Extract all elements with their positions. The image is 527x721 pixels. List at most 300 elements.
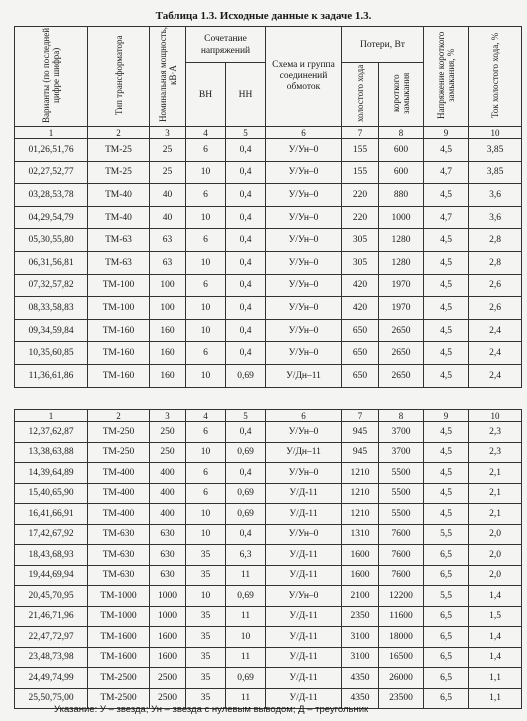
table-cell: 1600: [342, 565, 379, 586]
table-cell: У/Д-11: [266, 668, 342, 689]
table-cell: 0,4: [226, 251, 266, 274]
table-cell: 10: [226, 627, 266, 648]
table-cell: 6: [186, 483, 226, 504]
table-cell: 4,5: [424, 342, 469, 365]
table-cell: ТМ-250: [88, 442, 150, 463]
table-cell: 3700: [379, 442, 424, 463]
table-cell: 0,69: [226, 364, 266, 387]
table-cell: 1210: [342, 463, 379, 484]
table-cell: 2350: [342, 606, 379, 627]
table-cell: ТМ-100: [88, 297, 150, 320]
table-cell: У/Ун–0: [266, 319, 342, 342]
table-cell: 15,40,65,90: [15, 483, 88, 504]
header-losses: Потери, Вт: [342, 27, 424, 63]
header-short-loss: короткого замыкания: [379, 63, 424, 127]
table-cell: 945: [342, 422, 379, 443]
table-cell: ТМ-400: [88, 483, 150, 504]
table-cell: ТМ-160: [88, 364, 150, 387]
table-cell: 0,4: [226, 274, 266, 297]
table-cell: 1310: [342, 524, 379, 545]
table-cell: У/Д-11: [266, 647, 342, 668]
table-cell: 2,1: [469, 483, 522, 504]
table-cell: ТМ-40: [88, 184, 150, 207]
table-cell: 05,30,55,80: [15, 229, 88, 252]
table-cell: У/Д-11: [266, 565, 342, 586]
table-cell: 4,5: [424, 364, 469, 387]
table-cell: 3,85: [469, 139, 522, 162]
table-cell: 11: [226, 647, 266, 668]
column-number: 1: [15, 127, 88, 139]
table-cell: 6: [186, 229, 226, 252]
footnote: Указание: У – звезда; Ун – звезда с нулевым выводом; Д – треугольник: [54, 704, 369, 715]
table-cell: 1210: [342, 504, 379, 525]
table-cell: У/Ун–0: [266, 297, 342, 320]
table-cell: 35: [186, 565, 226, 586]
table-cell: 0,69: [226, 483, 266, 504]
table-cell: ТМ-1000: [88, 586, 150, 607]
table-cell: 0,4: [226, 161, 266, 184]
table-cell: 0,4: [226, 139, 266, 162]
table-cell: 0,69: [226, 504, 266, 525]
table-cell: ТМ-25: [88, 139, 150, 162]
table-cell: 100: [150, 274, 186, 297]
table-row: [15, 463, 522, 484]
column-number: 4: [186, 410, 226, 422]
table-cell: 400: [150, 483, 186, 504]
column-number: 7: [342, 127, 379, 139]
table-cell: У/Д-11: [266, 483, 342, 504]
header-power: Номинальная мощность, кВ·А: [150, 27, 186, 127]
table-cell: 0,4: [226, 524, 266, 545]
table-cell: 2,8: [469, 251, 522, 274]
table-cell: 2650: [379, 319, 424, 342]
table-cell: 11600: [379, 606, 424, 627]
table-title: Таблица 1.3. Исходные данные к задаче 1.3.: [155, 10, 372, 22]
table-cell: 4,7: [424, 161, 469, 184]
table-cell: 5,5: [424, 524, 469, 545]
table-cell: 2,3: [469, 422, 522, 443]
table-cell: 160: [150, 342, 186, 365]
table-row: [15, 647, 522, 668]
table-cell: ТМ-630: [88, 565, 150, 586]
table-cell: У/Дн–11: [266, 442, 342, 463]
table-cell: 5500: [379, 504, 424, 525]
table-cell: 1970: [379, 274, 424, 297]
column-number: 9: [424, 410, 469, 422]
table-cell: 7600: [379, 524, 424, 545]
table-cell: 6,5: [424, 606, 469, 627]
table-cell: 25: [150, 139, 186, 162]
table-cell: ТМ-63: [88, 229, 150, 252]
column-number: 3: [150, 410, 186, 422]
table-cell: У/Ун–0: [266, 274, 342, 297]
table-cell: У/Дн–11: [266, 364, 342, 387]
table-cell: 880: [379, 184, 424, 207]
table-cell: 3700: [379, 422, 424, 443]
table-cell: 4,5: [424, 229, 469, 252]
table-cell: 1,1: [469, 668, 522, 689]
table-cell: 22,47,72,97: [15, 627, 88, 648]
table-cell: 2,1: [469, 463, 522, 484]
table-cell: 10: [186, 504, 226, 525]
table-cell: 250: [150, 442, 186, 463]
table-cell: 3100: [342, 627, 379, 648]
table-cell: 650: [342, 364, 379, 387]
table-row: [15, 139, 522, 162]
table-cell: 01,26,51,76: [15, 139, 88, 162]
table-cell: 400: [150, 504, 186, 525]
table-cell: 10,35,60,85: [15, 342, 88, 365]
table-cell: 10: [186, 161, 226, 184]
table-cell: 305: [342, 229, 379, 252]
table-cell: У/Д-11: [266, 688, 342, 709]
table-cell: 6,3: [226, 545, 266, 566]
table-cell: 5500: [379, 483, 424, 504]
table-cell: ТМ-400: [88, 504, 150, 525]
table-cell: 420: [342, 297, 379, 320]
table-cell: 24,49,74,99: [15, 668, 88, 689]
table-cell: 1210: [342, 483, 379, 504]
table-cell: У/Ун–0: [266, 139, 342, 162]
table-cell: У/Ун–0: [266, 586, 342, 607]
table-cell: 09,34,59,84: [15, 319, 88, 342]
table-cell: У/Ун–0: [266, 229, 342, 252]
data-table-part-1: [14, 26, 522, 388]
table-cell: 03,28,53,78: [15, 184, 88, 207]
table-cell: 5500: [379, 463, 424, 484]
table-cell: 0,4: [226, 229, 266, 252]
table-cell: 6: [186, 274, 226, 297]
table-row: [15, 606, 522, 627]
table-cell: 630: [150, 524, 186, 545]
table-row: [15, 627, 522, 648]
table-cell: У/Ун–0: [266, 524, 342, 545]
table-cell: 0,69: [226, 668, 266, 689]
table-cell: 18000: [379, 627, 424, 648]
table-row: [15, 586, 522, 607]
table-cell: 1600: [150, 647, 186, 668]
table-row: [15, 565, 522, 586]
table-cell: 4,5: [424, 422, 469, 443]
table-cell: 12,37,62,87: [15, 422, 88, 443]
table-cell: 11: [226, 565, 266, 586]
table-cell: 35: [186, 627, 226, 648]
table-cell: 17,42,67,92: [15, 524, 88, 545]
table-cell: 1,5: [469, 606, 522, 627]
table-cell: 2650: [379, 364, 424, 387]
table-cell: 155: [342, 161, 379, 184]
table-cell: ТМ-1600: [88, 627, 150, 648]
table-cell: 650: [342, 342, 379, 365]
table-cell: 10: [186, 524, 226, 545]
table-row: [15, 251, 522, 274]
table-cell: 1000: [379, 206, 424, 229]
column-number: 9: [424, 127, 469, 139]
table-cell: 19,44,69,94: [15, 565, 88, 586]
table-cell: 14,39,64,89: [15, 463, 88, 484]
table-cell: 1,1: [469, 688, 522, 709]
table-cell: 600: [379, 139, 424, 162]
table-cell: 2,4: [469, 342, 522, 365]
column-number: 2: [88, 127, 150, 139]
table-row: [15, 442, 522, 463]
column-number: 10: [469, 127, 522, 139]
table-cell: ТМ-2500: [88, 668, 150, 689]
table-cell: 07,32,57,82: [15, 274, 88, 297]
table-cell: 7600: [379, 545, 424, 566]
table-cell: 40: [150, 206, 186, 229]
table-cell: 2100: [342, 586, 379, 607]
table-cell: 400: [150, 463, 186, 484]
table-cell: 20,45,70,95: [15, 586, 88, 607]
table-cell: 26000: [379, 668, 424, 689]
table-cell: 630: [150, 565, 186, 586]
table-cell: 4,5: [424, 297, 469, 320]
table-cell: 0,69: [226, 442, 266, 463]
table-cell: 1600: [342, 545, 379, 566]
table-cell: 2500: [150, 668, 186, 689]
table-cell: 6: [186, 139, 226, 162]
table-cell: 6,5: [424, 565, 469, 586]
table-cell: 4,5: [424, 504, 469, 525]
table-cell: 220: [342, 206, 379, 229]
table-cell: 1000: [150, 606, 186, 627]
table-cell: У/Ун–0: [266, 342, 342, 365]
header-lv: НН: [226, 63, 266, 127]
table-cell: 12200: [379, 586, 424, 607]
table-cell: 0,4: [226, 422, 266, 443]
table-cell: 40: [150, 184, 186, 207]
table-cell: ТМ-1000: [88, 606, 150, 627]
table-cell: ТМ-2500: [88, 688, 150, 709]
column-numbers-row: [15, 127, 522, 139]
table-cell: 11,36,61,86: [15, 364, 88, 387]
table-cell: ТМ-100: [88, 274, 150, 297]
column-number: 8: [379, 410, 424, 422]
table-cell: 16500: [379, 647, 424, 668]
table-cell: 7600: [379, 565, 424, 586]
table-cell: ТМ-63: [88, 251, 150, 274]
header-hv: ВН: [186, 63, 226, 127]
table-cell: 1280: [379, 229, 424, 252]
header-type: Тип трансформатора: [88, 27, 150, 127]
table-cell: 4,5: [424, 483, 469, 504]
table-cell: 600: [379, 161, 424, 184]
table-cell: 11: [226, 688, 266, 709]
column-number: 6: [266, 410, 342, 422]
table-cell: 3,6: [469, 206, 522, 229]
table-cell: 6: [186, 184, 226, 207]
table-cell: У/Д-11: [266, 606, 342, 627]
table-cell: ТМ-400: [88, 463, 150, 484]
table-cell: 1,4: [469, 647, 522, 668]
table-cell: У/Д-11: [266, 504, 342, 525]
table-cell: 420: [342, 274, 379, 297]
table-cell: 4,5: [424, 442, 469, 463]
table-cell: 630: [150, 545, 186, 566]
table-row: [15, 206, 522, 229]
data-table-part-2: [14, 409, 522, 709]
column-number: 4: [186, 127, 226, 139]
table-cell: 06,31,56,81: [15, 251, 88, 274]
table-cell: 10: [186, 206, 226, 229]
table-cell: 6: [186, 342, 226, 365]
table-row: [15, 483, 522, 504]
header-noload-current: Ток холостого хода, %: [469, 27, 522, 127]
table-cell: 1600: [150, 627, 186, 648]
table-row: [15, 524, 522, 545]
table-cell: ТМ-160: [88, 319, 150, 342]
column-number: 5: [226, 410, 266, 422]
table-cell: 2500: [150, 688, 186, 709]
table-cell: 2650: [379, 342, 424, 365]
column-numbers-row: [15, 410, 522, 422]
table-row: [15, 422, 522, 443]
table-cell: 1,4: [469, 627, 522, 648]
table-cell: 2,3: [469, 442, 522, 463]
table-cell: 4,5: [424, 319, 469, 342]
table-cell: 2,0: [469, 565, 522, 586]
table-cell: 2,8: [469, 229, 522, 252]
table-cell: 35: [186, 668, 226, 689]
table-cell: 945: [342, 442, 379, 463]
table-cell: ТМ-250: [88, 422, 150, 443]
header-sc-voltage: Напряжение короткого замыкания, %: [424, 27, 469, 127]
table-cell: У/Ун–0: [266, 184, 342, 207]
table-cell: 25,50,75,00: [15, 688, 88, 709]
column-number: 8: [379, 127, 424, 139]
table-cell: 2,0: [469, 524, 522, 545]
table-row: [15, 319, 522, 342]
table-row: [15, 161, 522, 184]
table-cell: 1970: [379, 297, 424, 320]
table-cell: 10: [186, 364, 226, 387]
header-noload-loss: холостого хода: [342, 63, 379, 127]
table-cell: 16,41,66,91: [15, 504, 88, 525]
table-cell: 23500: [379, 688, 424, 709]
column-number: 10: [469, 410, 522, 422]
table-cell: 1,4: [469, 586, 522, 607]
table-cell: 5,5: [424, 586, 469, 607]
table-row: [15, 342, 522, 365]
table-cell: 11: [226, 606, 266, 627]
table-cell: 21,46,71,96: [15, 606, 88, 627]
table-cell: 2,4: [469, 364, 522, 387]
table-cell: ТМ-1600: [88, 647, 150, 668]
table-cell: ТМ-630: [88, 545, 150, 566]
table-row: [15, 297, 522, 320]
table-cell: 160: [150, 364, 186, 387]
table-cell: 6: [186, 463, 226, 484]
table-cell: 3100: [342, 647, 379, 668]
table-cell: 10: [186, 442, 226, 463]
table-cell: 10: [186, 251, 226, 274]
table-cell: 35: [186, 688, 226, 709]
table-cell: 6,5: [424, 627, 469, 648]
table-cell: 6,5: [424, 688, 469, 709]
table-cell: 4350: [342, 688, 379, 709]
column-number: 5: [226, 127, 266, 139]
table-cell: ТМ-40: [88, 206, 150, 229]
table-cell: 63: [150, 251, 186, 274]
table-cell: 35: [186, 606, 226, 627]
header-voltages: Сочетание напряжений: [186, 27, 266, 63]
table-cell: У/Д-11: [266, 545, 342, 566]
table-cell: 04,29,54,79: [15, 206, 88, 229]
table-cell: 2,4: [469, 319, 522, 342]
table-cell: 220: [342, 184, 379, 207]
table-cell: ТМ-630: [88, 524, 150, 545]
table-cell: 0,4: [226, 342, 266, 365]
table-cell: 3,85: [469, 161, 522, 184]
table-cell: 250: [150, 422, 186, 443]
table-cell: 4,5: [424, 184, 469, 207]
table-cell: 10: [186, 297, 226, 320]
table-cell: 1000: [150, 586, 186, 607]
header-variants: Варианты (по последней цифре шифра): [15, 27, 88, 127]
table-cell: ТМ-25: [88, 161, 150, 184]
table-cell: 63: [150, 229, 186, 252]
table-cell: У/Ун–0: [266, 251, 342, 274]
table-cell: 35: [186, 545, 226, 566]
table-cell: 08,33,58,83: [15, 297, 88, 320]
table-cell: У/Д-11: [266, 627, 342, 648]
table-cell: 6: [186, 422, 226, 443]
table-cell: 0,4: [226, 463, 266, 484]
column-number: 6: [266, 127, 342, 139]
table-cell: 100: [150, 297, 186, 320]
table-cell: 4,5: [424, 463, 469, 484]
table-cell: 2,6: [469, 274, 522, 297]
table-cell: 2,6: [469, 297, 522, 320]
table-cell: 160: [150, 319, 186, 342]
table-cell: 0,4: [226, 319, 266, 342]
column-number: 3: [150, 127, 186, 139]
table-cell: 2,1: [469, 504, 522, 525]
table-cell: 4,7: [424, 206, 469, 229]
column-number: 2: [88, 410, 150, 422]
table-cell: 6,5: [424, 647, 469, 668]
table-cell: 305: [342, 251, 379, 274]
table-row: [15, 229, 522, 252]
table-cell: 4,5: [424, 274, 469, 297]
table-cell: 4350: [342, 668, 379, 689]
table-cell: 1280: [379, 251, 424, 274]
table-cell: У/Ун–0: [266, 422, 342, 443]
table-cell: 2,0: [469, 545, 522, 566]
table-row: [15, 364, 522, 387]
column-number: 7: [342, 410, 379, 422]
column-number: 1: [15, 410, 88, 422]
table-cell: 0,4: [226, 184, 266, 207]
table-cell: 0,4: [226, 297, 266, 320]
table-cell: 6,5: [424, 545, 469, 566]
table-cell: 4,5: [424, 251, 469, 274]
table-cell: 3,6: [469, 184, 522, 207]
table-cell: 10: [186, 319, 226, 342]
table-cell: ТМ-160: [88, 342, 150, 365]
header-scheme: Схема и группа соединений обмоток: [266, 27, 342, 127]
table-cell: У/Ун–0: [266, 463, 342, 484]
table-row: [15, 504, 522, 525]
table-cell: 10: [186, 586, 226, 607]
table-cell: 13,38,63,88: [15, 442, 88, 463]
table-cell: У/Ун–0: [266, 206, 342, 229]
table-cell: 0,4: [226, 206, 266, 229]
table-cell: 02,27,52,77: [15, 161, 88, 184]
table-cell: 4,5: [424, 139, 469, 162]
table-cell: 25: [150, 161, 186, 184]
